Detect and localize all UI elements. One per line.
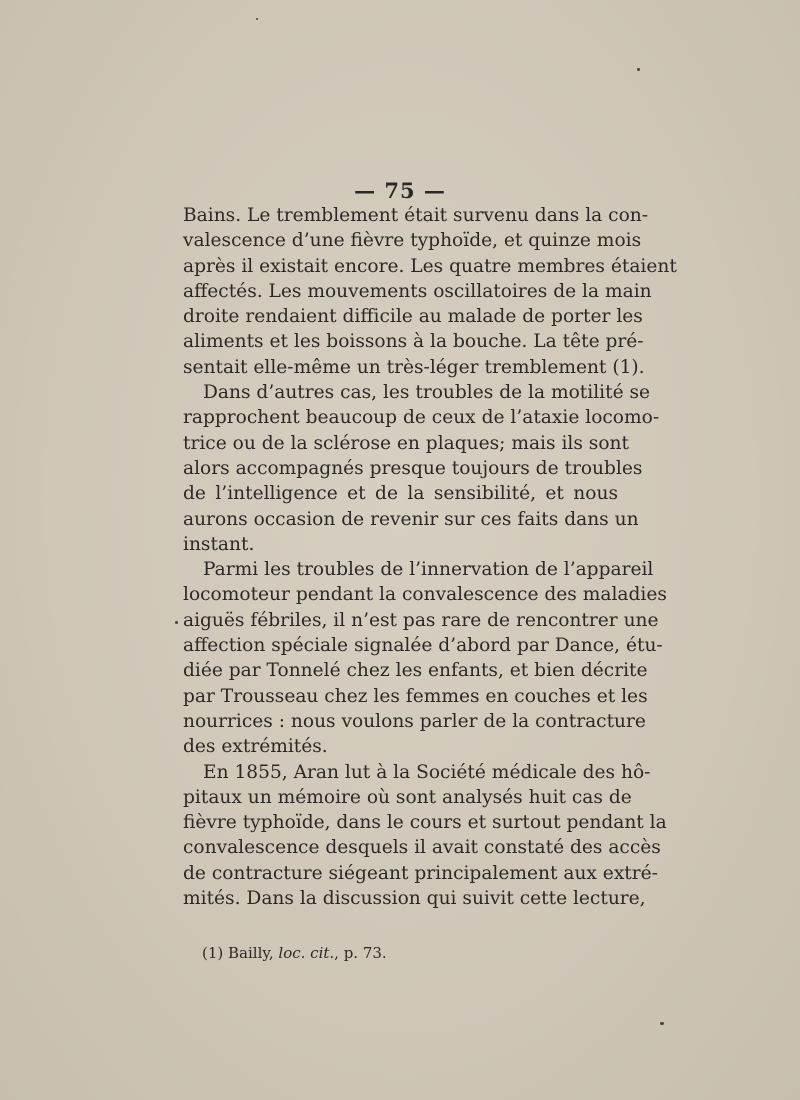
text-line: aiguës fébriles, il n’est pas rare de rencontrer une [183, 609, 659, 631]
page-number: — 75 — [354, 178, 446, 203]
footnote-page: , p. 73. [334, 944, 387, 962]
text-line: rapprochent beaucoup de ceux de l’ataxie locomo- [183, 407, 660, 429]
text-line: des extrémités. [183, 736, 328, 758]
text-line: locomoteur pendant la convalescence des maladies [183, 584, 667, 606]
text-line: affectés. Les mouvements oscillatoires de la main [183, 280, 652, 302]
text-line: par Trousseau chez les femmes en couches et les [183, 685, 648, 707]
text-line: Bains. Le tremblement était survenu dans la con- [183, 205, 649, 226]
footnote [202, 944, 387, 962]
paper-speck [175, 621, 178, 624]
paper-speck [256, 18, 258, 20]
text-line: nourrices : nous voulons parler de la contracture [183, 710, 646, 732]
text-line: de l’intelligence et de la sensibilité, et nous [183, 483, 618, 505]
text-line: Dans d’autres cas, les troubles de la motilité se [203, 382, 651, 404]
text-line: sentait elle-même un très-léger tremblement (1). [183, 356, 645, 378]
text-line: instant. [183, 533, 255, 555]
text-line: trice ou de la sclérose en plaques; mais ils sont [183, 432, 629, 454]
body-text [183, 203, 677, 911]
text-line: aurons occasion de revenir sur ces faits dans un [183, 508, 639, 530]
footnote-citation: loc. cit. [278, 944, 335, 962]
text-line: aliments et les boissons à la bouche. La tête pré- [183, 331, 644, 353]
text-line: fièvre typhoïde, dans le cours et surtout pendant la [183, 812, 667, 834]
text-line: de contracture siégeant principalement aux extré- [183, 862, 658, 884]
paper-speck [660, 1022, 664, 1025]
text-line: alors accompagnés presque toujours de troubles [183, 457, 643, 479]
footnote-reference: (1) Bailly, [202, 944, 279, 962]
text-line: En 1855, Aran lut à la Société médicale des hô- [203, 761, 651, 783]
text-line: diée par Tonnelé chez les enfants, et bien décrite [183, 660, 648, 682]
text-line: Parmi les troubles de l’innervation de l’appareil [203, 559, 654, 581]
text-line: après il existait encore. Les quatre membres étaient [183, 255, 677, 277]
text-line: convalescence desquels il avait constaté des accès [183, 837, 661, 859]
text-line: mités. Dans la discussion qui suivit cette lecture, [183, 888, 646, 910]
text-line: droite rendaient difficile au malade de porter les [183, 306, 643, 328]
paper-speck [637, 68, 640, 71]
text-line: pitaux un mémoire où sont analysés huit cas de [183, 786, 632, 808]
text-line: valescence d’une fièvre typhoïde, et quinze mois [183, 230, 642, 252]
text-line: affection spéciale signalée d’abord par Dance, étu- [183, 635, 663, 657]
